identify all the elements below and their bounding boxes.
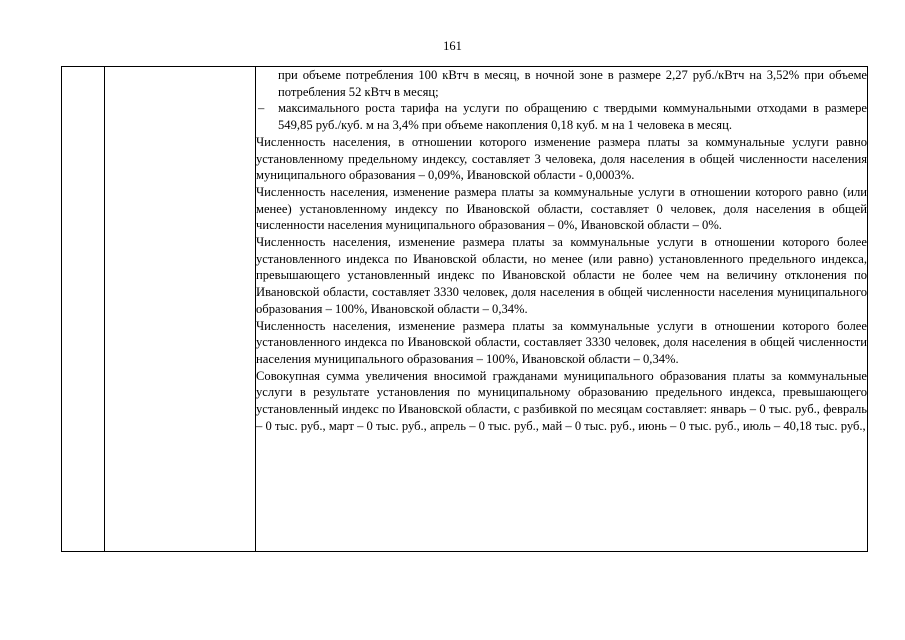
text-continuation: при объеме потребления 100 кВтч в месяц, в ночной зоне в размере 2,27 руб./кВтч на 3,52% при объеме потребления 52 кВтч в месяц; bbox=[278, 68, 867, 99]
document-table bbox=[61, 66, 868, 552]
paragraph-4: Численность населения, изменение размера платы за коммунальные услуги в отношении которого более установленного индекса по Ивановской области, составляет 3330 человек, доля населения в общей численности населения муниципального образования – 100%, Ивановской области – 0,34%. bbox=[256, 318, 867, 366]
cell-text bbox=[256, 67, 867, 434]
bullet-dash: – bbox=[258, 101, 265, 116]
page-number: 161 bbox=[443, 39, 462, 53]
table-cell-content bbox=[256, 67, 868, 552]
table-cell-name bbox=[105, 67, 256, 552]
paragraph-2: Численность населения, изменение размера платы за коммунальные услуги в отношении которого равно (или менее) установленному индексу по Ивановской области, составляет 0 человек, доля населения в общей численности населения муниципального образования – 0%, Ивановской области – 0%. bbox=[256, 184, 867, 233]
table-row bbox=[62, 67, 868, 552]
table-cell-number bbox=[62, 67, 105, 552]
bullet-text: максимального роста тарифа на услуги по обращению с твердыми коммунальными отходами в размере 549,85 руб./куб. м на 3,4% при объеме накопления 0,18 куб. м на 1 человека в месяц. bbox=[278, 101, 867, 133]
paragraph-3: Численность населения, изменение размера платы за коммунальные услуги в отношении которого более установленного индекса по Ивановской области, но менее (или равно) установленного предельного индекса, превышающего установленный индекс по Ивановской области не более чем на величину отклонения по Ивановской области, составляет 3330 человек, доля населения в общей численности населения муниципального образования – 100%, Ивановской области – 0,34%. bbox=[256, 235, 867, 316]
paragraph-1: Численность населения, в отношении которого изменение размера платы за коммунальные услуги равно установленному предельному индексу, составляет 3 человека, доля населения в общей численности населения муниципального образования – 0,09%, Ивановской области - 0,0003%. bbox=[256, 134, 867, 183]
paragraph-5: Совокупная сумма увеличения вносимой гражданами муниципального образования платы за коммунальные услуги в результате установления по муниципальному образованию предельного индекса, превышающего установленный индекс по Ивановской области, с разбивкой по месяцам составляет: январь – 0 тыс. руб., февраль – 0 тыс. руб., март – 0 тыс. руб., апрель – 0 тыс. руб., май – 0 тыс. руб., июнь – 0 тыс. руб., июль – 40,18 тыс. руб., bbox=[256, 368, 867, 433]
bullet-item-waste bbox=[256, 100, 867, 133]
